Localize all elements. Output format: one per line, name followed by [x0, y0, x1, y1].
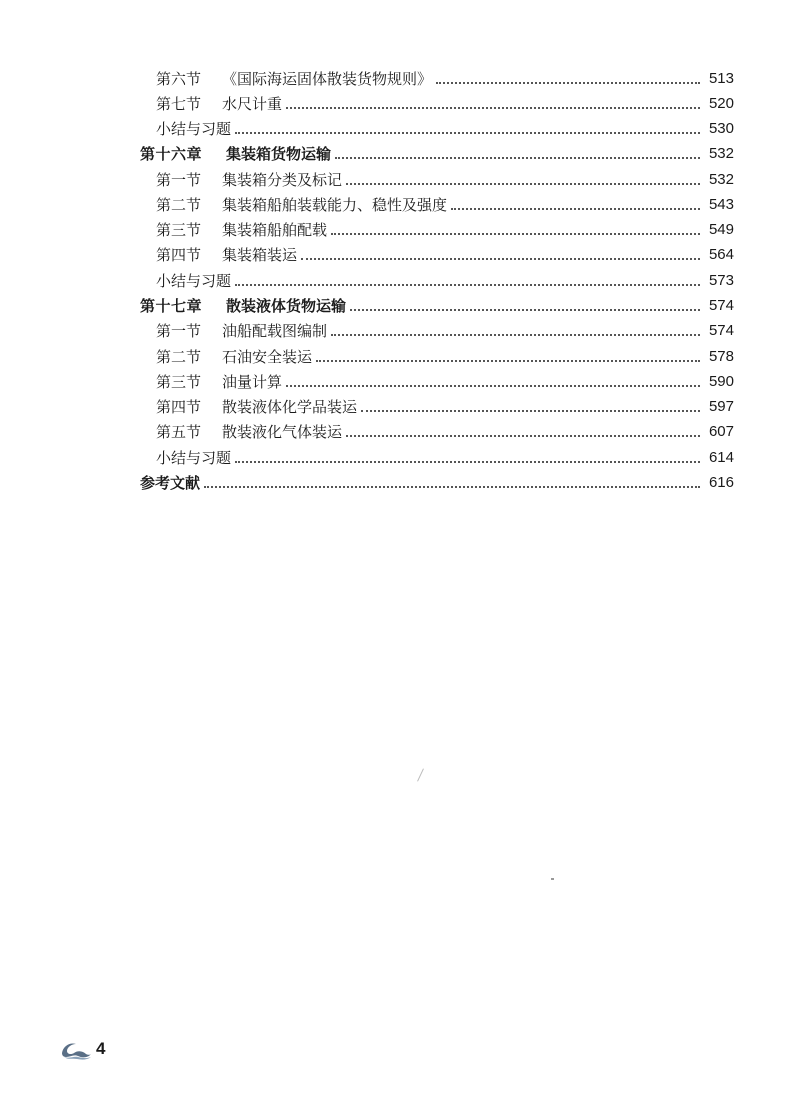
- toc-entry[interactable]: [156, 165, 734, 189]
- entry-page: 532: [708, 145, 734, 162]
- entry-page: 564: [708, 246, 734, 263]
- wave-logo-icon: [60, 1038, 92, 1060]
- entry-title: 集装箱船舶装载能力、稳性及强度: [222, 196, 448, 214]
- toc-entry[interactable]: [156, 190, 734, 214]
- entry-title: 集装箱装运: [222, 246, 298, 264]
- chapter-number: 第十六章: [140, 145, 203, 163]
- entry-page: 573: [708, 272, 734, 289]
- dot-leader: [361, 409, 700, 412]
- toc-entry[interactable]: [156, 114, 734, 138]
- dot-leader: [235, 460, 700, 463]
- entry-title: 散装液体化学品装运: [222, 398, 358, 416]
- entry-page: 597: [708, 398, 734, 415]
- entry-title: 小结与习题: [156, 449, 232, 467]
- entry-title: 油量计算: [222, 373, 283, 391]
- toc-entry[interactable]: [156, 443, 734, 467]
- toc-chapter-entry[interactable]: [140, 139, 734, 163]
- entry-number: 第四节: [156, 398, 202, 416]
- entry-number: 第四节: [156, 246, 202, 264]
- entry-number: 第三节: [156, 373, 202, 391]
- entry-title: 小结与习题: [156, 120, 232, 138]
- toc-entry[interactable]: [156, 240, 734, 264]
- entry-page: 543: [708, 196, 734, 213]
- scan-speck: [417, 768, 424, 781]
- toc-entry[interactable]: [156, 316, 734, 340]
- entry-number: 第五节: [156, 423, 202, 441]
- dot-leader: [335, 156, 700, 159]
- entry-title: 集装箱分类及标记: [222, 171, 343, 189]
- dot-leader: [204, 485, 700, 488]
- chapter-title: 散装液体货物运输: [226, 297, 347, 315]
- toc-entry[interactable]: [156, 392, 734, 416]
- entry-page: 574: [708, 322, 734, 339]
- chapter-title: 集装箱货物运输: [226, 145, 332, 163]
- chapter-number: 第十七章: [140, 297, 203, 315]
- entry-page: 590: [708, 373, 734, 390]
- dot-leader: [346, 434, 700, 437]
- toc-entry[interactable]: [156, 89, 734, 113]
- dot-leader: [235, 283, 700, 286]
- entry-title: 石油安全装运: [222, 348, 313, 366]
- toc-chapter-entry[interactable]: [140, 291, 734, 315]
- toc-entry[interactable]: [156, 64, 734, 88]
- toc-entry[interactable]: [156, 417, 734, 441]
- dot-leader: [316, 359, 700, 362]
- entry-number: 第六节: [156, 70, 202, 88]
- entry-page: 614: [708, 449, 734, 466]
- page-number: 4: [96, 1039, 106, 1058]
- toc-entry[interactable]: [156, 367, 734, 391]
- toc-entry[interactable]: [156, 342, 734, 366]
- dot-leader: [286, 106, 700, 109]
- dot-leader: [286, 384, 700, 387]
- dot-leader: [451, 207, 700, 210]
- entry-title: 小结与习题: [156, 272, 232, 290]
- dot-leader: [331, 232, 700, 235]
- dot-leader: [301, 257, 700, 260]
- dot-leader: [346, 182, 700, 185]
- entry-page: 532: [708, 171, 734, 188]
- entry-page: 520: [708, 95, 734, 112]
- entry-page: 574: [708, 297, 734, 314]
- entry-number: 第七节: [156, 95, 202, 113]
- entry-page: 578: [708, 348, 734, 365]
- toc-entry[interactable]: [156, 215, 734, 239]
- entry-number: 第二节: [156, 348, 202, 366]
- dot-leader: [350, 308, 700, 311]
- entry-page: 513: [708, 70, 734, 87]
- entry-title: 集装箱船舶配载: [222, 221, 328, 239]
- scan-speck: [551, 878, 554, 880]
- entry-title: 油船配载图编制: [222, 322, 328, 340]
- toc-entry[interactable]: [156, 266, 734, 290]
- dot-leader: [235, 131, 700, 134]
- entry-title: 散装液化气体装运: [222, 423, 343, 441]
- entry-number: 第三节: [156, 221, 202, 239]
- dot-leader: [436, 81, 700, 84]
- toc-references-entry[interactable]: [140, 468, 734, 492]
- references-title: 参考文献: [140, 474, 201, 492]
- entry-title: 《国际海运固体散装货物规则》: [222, 70, 433, 88]
- entry-page: 607: [708, 423, 734, 440]
- entry-number: 第二节: [156, 196, 202, 214]
- entry-number: 第一节: [156, 322, 202, 340]
- entry-page: 530: [708, 120, 734, 137]
- dot-leader: [331, 333, 700, 336]
- entry-number: 第一节: [156, 171, 202, 189]
- page-footer: [60, 1038, 105, 1060]
- entry-title: 水尺计重: [222, 95, 283, 113]
- entry-page: 616: [708, 474, 734, 491]
- entry-page: 549: [708, 221, 734, 238]
